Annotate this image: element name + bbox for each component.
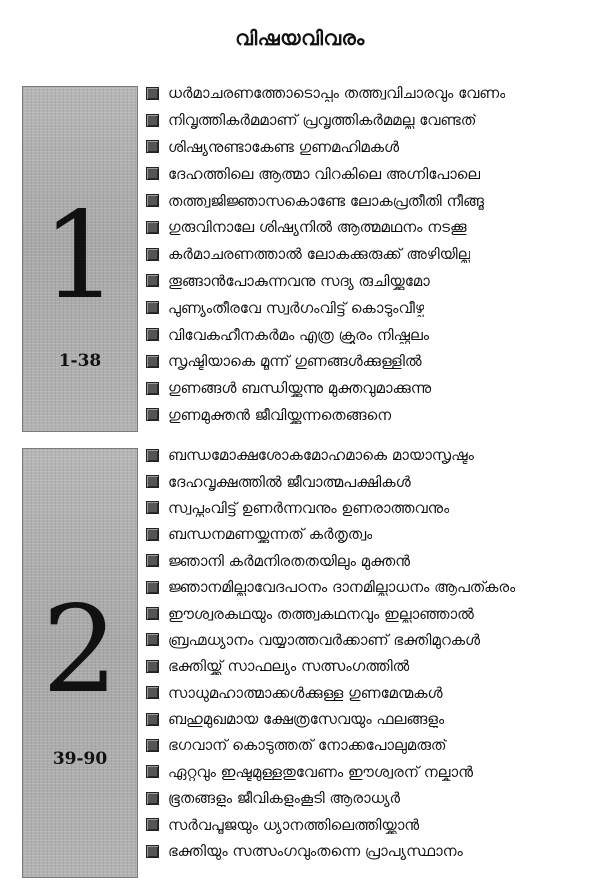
chapter-item bbox=[146, 680, 592, 706]
chapter-item bbox=[146, 759, 592, 785]
square-bullet-icon bbox=[146, 633, 159, 646]
part-marker-2 bbox=[22, 448, 138, 878]
chapter-item bbox=[146, 521, 592, 547]
chapter-title: സർവപൂജയും ധ്യാനത്തിലെത്തിയ്ക്കാൻ bbox=[168, 815, 420, 834]
square-bullet-icon bbox=[146, 528, 159, 541]
square-bullet-icon bbox=[146, 581, 159, 594]
chapter-title: തൂങ്ങാൻപോകുന്നവനു സദ്യ രുചിയ്ക്കുമോ bbox=[168, 271, 430, 290]
chapter-item bbox=[146, 80, 592, 107]
page-title: വിഷയവിവരം bbox=[235, 26, 365, 50]
chapter-item bbox=[146, 468, 592, 494]
part-marker-1 bbox=[22, 86, 138, 432]
square-bullet-icon bbox=[146, 713, 159, 726]
square-bullet-icon bbox=[146, 301, 159, 314]
chapter-item bbox=[146, 574, 592, 600]
chapter-list-part-1 bbox=[146, 80, 592, 428]
chapter-title: ജ്ഞാനി കർമനിരതതയിലും മുക്തൻ bbox=[168, 551, 411, 570]
square-bullet-icon bbox=[146, 140, 159, 153]
chapter-title: വിവേകഹീനകർമം എത്ര ക്രൂരം നിഷ്ഫലം bbox=[168, 325, 430, 344]
chapter-title: ബഹുമുഖമായ ക്ഷേത്രസേവയും ഫലങ്ങളും bbox=[168, 710, 445, 729]
chapter-item bbox=[146, 706, 592, 732]
chapter-item bbox=[146, 294, 592, 321]
square-bullet-icon bbox=[146, 792, 159, 805]
chapter-title: ഭൂതങ്ങളും ജീവികളുംകൂടി ആരാധ്യർ bbox=[168, 789, 401, 808]
chapter-item bbox=[146, 187, 592, 214]
chapter-title: ഗുണമുക്തൻ ജീവിയ്ക്കുന്നതെങ്ങനെ bbox=[168, 405, 392, 424]
part-section-1 bbox=[0, 80, 600, 432]
chapter-title: ഭക്തിയ്ക്ക് സാഫല്യം സത്സംഗത്തിൽ bbox=[168, 657, 410, 676]
square-bullet-icon bbox=[146, 660, 159, 673]
chapter-item bbox=[146, 442, 592, 468]
chapter-title: ധർമാചരണത്തോടൊപ്പം തത്ത്വവിചാരവും വേണം bbox=[168, 84, 506, 103]
chapter-item bbox=[146, 375, 592, 402]
square-bullet-icon bbox=[146, 449, 159, 462]
chapter-item bbox=[146, 785, 592, 811]
chapter-title: സൃഷ്ടിയാകെ മൂന്ന് ഗുണങ്ങൾക്കുള്ളിൽ bbox=[168, 352, 422, 371]
square-bullet-icon bbox=[146, 114, 159, 127]
chapter-title: പുണ്യംതീരവേ സ്വർഗംവിട്ട് കൊടുംവീഴ്ച bbox=[168, 298, 425, 317]
square-bullet-icon bbox=[146, 818, 159, 831]
chapter-item bbox=[146, 548, 592, 574]
chapter-item bbox=[146, 811, 592, 837]
chapter-title: നിവൃത്തികർമമാണ് പ്രവൃത്തികർമമല്ല വേണ്ടത് bbox=[168, 111, 477, 130]
square-bullet-icon bbox=[146, 248, 159, 261]
chapter-title: തത്ത്വജിജ്ഞാസകൊണ്ടേ ലോകപ്രതീതി നീങ്ങൂ bbox=[168, 191, 484, 210]
chapter-title: ഭഗവാന് കൊടുത്തത് നോക്കപോലുമരുത് bbox=[168, 736, 447, 755]
chapter-title: ശിഷ്യനുണ്ടാകേണ്ട ഗുണമഹിമകൾ bbox=[168, 137, 400, 156]
chapter-title: ബന്ധമോക്ഷശോകമോഹമാകെ മായാസൃഷ്ടം bbox=[168, 446, 474, 465]
part-number-2: 2 bbox=[41, 581, 119, 720]
square-bullet-icon bbox=[146, 382, 159, 395]
chapter-item bbox=[146, 160, 592, 187]
chapter-item bbox=[146, 321, 592, 348]
chapter-item bbox=[146, 214, 592, 241]
square-bullet-icon bbox=[146, 355, 159, 368]
chapter-title: ജ്ഞാനമില്ലാവേദപഠനം ദാനമില്ലാധനം ആപത്കരം bbox=[168, 578, 516, 597]
chapter-item bbox=[146, 107, 592, 134]
chapter-title: ദേഹത്തിലെ ആത്മാ വിറകിലെ അഗ്നിപോലെ bbox=[168, 164, 481, 183]
square-bullet-icon bbox=[146, 739, 159, 752]
chapter-title: കർമാചരണത്താൽ ലോകക്കുരുക്ക് അഴിയില്ല bbox=[168, 245, 471, 264]
chapter-title: ബ്രഹ്മധ്യാനം വയ്യാത്തവർക്കാണ് ഭക്തിമുറകൾ bbox=[168, 630, 481, 649]
chapter-title: ഏറ്റവും ഇഷ്ടമുള്ളതുവേണം ഈശ്വരന് നല്കാൻ bbox=[168, 762, 473, 781]
square-bullet-icon bbox=[146, 167, 159, 180]
chapter-item bbox=[146, 838, 592, 864]
square-bullet-icon bbox=[146, 501, 159, 514]
chapter-title: ഗുരുവിനാലേ ശിഷ്യനിൽ ആത്മമഥനം നടക്കൂ bbox=[168, 218, 467, 237]
part-section-2 bbox=[0, 442, 600, 878]
chapter-item bbox=[146, 653, 592, 679]
chapter-item bbox=[146, 600, 592, 626]
square-bullet-icon bbox=[146, 607, 159, 620]
square-bullet-icon bbox=[146, 686, 159, 699]
square-bullet-icon bbox=[146, 194, 159, 207]
chapter-item bbox=[146, 627, 592, 653]
part-number-1: 1 bbox=[41, 187, 119, 326]
square-bullet-icon bbox=[146, 274, 159, 287]
chapter-title: ബന്ധനമണയ്ക്കുന്നത് കർതൃത്വം bbox=[168, 525, 373, 544]
chapter-title: സ്വപ്നംവിട്ട് ഉണർന്നവനും ഉണരാത്തവനും bbox=[168, 498, 450, 517]
square-bullet-icon bbox=[146, 221, 159, 234]
chapter-title: ദേഹവൃക്ഷത്തിൽ ജീവാത്മപക്ഷികൾ bbox=[168, 472, 411, 491]
chapter-item bbox=[146, 134, 592, 161]
part-range-1: 1-38 bbox=[58, 351, 102, 371]
chapter-title: സാധുമഹാത്മാക്കൾക്കുള്ള ഗുണമേന്മകൾ bbox=[168, 683, 443, 702]
square-bullet-icon bbox=[146, 408, 159, 421]
square-bullet-icon bbox=[146, 845, 159, 858]
chapter-list-part-2 bbox=[146, 442, 592, 864]
chapter-title: ഈശ്വരകഥയും തത്ത്വകഥനവും ഇല്ലാഞ്ഞാൽ bbox=[168, 604, 474, 623]
square-bullet-icon bbox=[146, 87, 159, 100]
chapter-title: ഗുണങ്ങൾ ബന്ധിയ്ക്കുന്നു മുക്തവുമാക്കുന്നു bbox=[168, 379, 432, 398]
square-bullet-icon bbox=[146, 554, 159, 567]
chapter-title: ഭക്തിയും സത്സംഗവുംതന്നെ പ്രാപ്യസ്ഥാനം bbox=[168, 842, 463, 861]
square-bullet-icon bbox=[146, 475, 159, 488]
square-bullet-icon bbox=[146, 328, 159, 341]
chapter-item bbox=[146, 268, 592, 295]
part-range-2: 39-90 bbox=[52, 749, 108, 769]
chapter-item bbox=[146, 495, 592, 521]
chapter-item bbox=[146, 348, 592, 375]
chapter-item bbox=[146, 402, 592, 429]
square-bullet-icon bbox=[146, 765, 159, 778]
chapter-item bbox=[146, 241, 592, 268]
chapter-item bbox=[146, 732, 592, 758]
